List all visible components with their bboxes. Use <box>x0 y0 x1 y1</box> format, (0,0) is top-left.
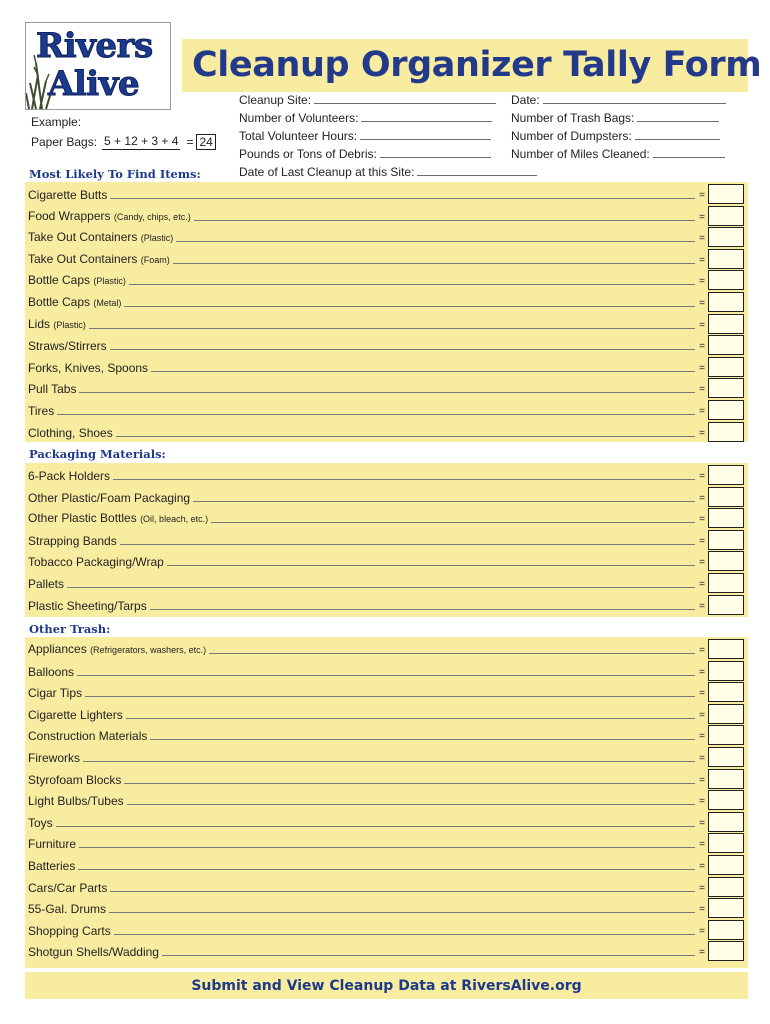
date-blank[interactable] <box>543 93 726 104</box>
total-box[interactable] <box>708 812 744 832</box>
trash-bags-blank[interactable] <box>637 111 719 122</box>
equals-sign: = <box>699 298 705 309</box>
tally-row <box>28 940 744 961</box>
volunteers-field[interactable] <box>239 111 492 125</box>
title-band <box>182 39 762 92</box>
total-box[interactable] <box>708 877 744 897</box>
total-box[interactable] <box>708 725 744 745</box>
total-box[interactable] <box>708 920 744 940</box>
tally-row-label <box>28 317 86 334</box>
tally-item-note: (Plastic) <box>140 233 174 244</box>
total-box[interactable] <box>708 270 744 290</box>
tally-write-line[interactable] <box>151 371 695 372</box>
total-box[interactable] <box>708 573 744 593</box>
debris-label: Pounds or Tons of Debris: <box>239 147 377 161</box>
equals-sign: = <box>699 319 705 331</box>
tally-row <box>28 724 744 745</box>
debris-blank[interactable] <box>380 147 491 158</box>
tally-item-name: Cigarette Lighters <box>28 707 123 722</box>
debris-field[interactable] <box>239 147 491 161</box>
tally-row-label <box>28 295 121 312</box>
tally-write-line[interactable] <box>211 522 695 523</box>
tally-row-label <box>28 469 110 485</box>
tally-item-note: (Oil, bleach, etc.) <box>140 514 209 525</box>
equals-sign: = <box>699 341 705 353</box>
tally-row-label <box>28 230 173 247</box>
total-box[interactable] <box>708 682 744 702</box>
tally-item-name: Furniture <box>28 837 77 852</box>
tally-item-name: Appliances <box>28 642 87 656</box>
tally-item-note: (Foam) <box>140 254 170 265</box>
equals-sign: = <box>699 276 705 288</box>
tally-write-line[interactable] <box>79 847 695 848</box>
equals-sign: = <box>699 774 705 786</box>
tally-row <box>28 248 744 269</box>
tally-row <box>28 377 744 398</box>
equals-sign: = <box>699 688 705 700</box>
equals-sign: = <box>699 839 705 851</box>
tally-row-label <box>28 642 206 659</box>
equals-sign: = <box>699 362 705 374</box>
tally-item-name: Take Out Containers <box>28 251 138 266</box>
equals-sign: = <box>699 233 705 245</box>
tally-row-label <box>28 859 75 875</box>
tally-row <box>28 919 744 940</box>
tally-row-label <box>28 729 147 745</box>
tally-write-line[interactable] <box>110 349 695 350</box>
total-box[interactable] <box>708 227 744 247</box>
tally-row <box>28 205 744 226</box>
tally-row-label <box>28 837 76 853</box>
tally-item-name: 55-Gal. Drums <box>28 902 107 917</box>
total-box[interactable] <box>708 184 744 204</box>
tally-row-label <box>28 665 74 681</box>
equals-sign: = <box>699 947 705 959</box>
total-box[interactable] <box>708 530 744 550</box>
tally-item-note: (Metal) <box>93 298 122 308</box>
equals-sign: = <box>699 709 705 721</box>
last-cleanup-label: Date of Last Cleanup at this Site: <box>239 165 415 179</box>
tally-write-line[interactable] <box>120 544 695 545</box>
total-box[interactable] <box>708 855 744 875</box>
tally-write-line[interactable] <box>167 565 695 566</box>
tally-item-name: Strapping Bands <box>28 533 117 548</box>
example-item: Paper Bags: <box>31 134 98 149</box>
last-cleanup-blank[interactable] <box>417 165 537 176</box>
tally-write-line[interactable] <box>162 955 695 956</box>
equals-sign: = <box>699 514 705 526</box>
tally-item-name: Fireworks <box>28 751 81 765</box>
tally-write-line[interactable] <box>89 328 695 329</box>
tally-write-line[interactable] <box>67 587 695 588</box>
tally-item-note: (Plastic) <box>93 276 126 287</box>
total-box[interactable] <box>708 747 744 767</box>
tally-row-label <box>28 773 121 789</box>
footer-band <box>25 972 748 999</box>
tally-row <box>28 269 744 290</box>
tally-item-name: Take Out Containers <box>28 230 138 245</box>
tally-write-line[interactable] <box>176 241 695 242</box>
tally-write-line[interactable] <box>193 501 695 502</box>
total-box[interactable] <box>708 378 744 398</box>
trash-bags-field[interactable] <box>511 111 719 125</box>
total-box[interactable] <box>708 314 744 334</box>
example-label: Example: <box>31 115 82 129</box>
volunteers-label: Number of Volunteers: <box>239 111 359 125</box>
date-label: Date: <box>511 93 540 107</box>
tally-row <box>28 291 744 312</box>
tally-row <box>28 464 744 485</box>
tally-row-label <box>28 491 190 507</box>
tally-write-line[interactable] <box>109 912 695 913</box>
tally-write-line[interactable] <box>77 675 695 676</box>
trash-bags-label: Number of Trash Bags: <box>511 111 635 125</box>
example-row <box>31 133 216 150</box>
tally-row <box>28 334 744 355</box>
cleanup-site-label: Cleanup Site: <box>239 93 312 107</box>
equals-sign: = <box>699 535 705 547</box>
equals-sign: = <box>699 211 705 223</box>
tally-item-name: Shopping Carts <box>28 923 111 938</box>
equals-sign: = <box>699 817 705 829</box>
tally-row <box>28 421 744 442</box>
equals-sign: = <box>699 904 705 916</box>
tally-item-name: Pallets <box>28 577 65 591</box>
equals-sign: = <box>699 925 705 937</box>
logo-text-alive: Alive <box>48 64 140 104</box>
total-box[interactable] <box>708 357 744 377</box>
equals-sign: = <box>699 731 705 743</box>
equals-sign: = <box>699 190 705 201</box>
tally-row <box>28 854 744 875</box>
tally-item-name: Tires <box>28 404 55 418</box>
tally-row <box>28 226 744 247</box>
total-box[interactable] <box>708 292 744 312</box>
tally-write-line[interactable] <box>209 653 695 654</box>
cleanup-site-field[interactable] <box>239 93 496 107</box>
miles-cleaned-field[interactable] <box>511 147 725 161</box>
tally-item-name: Straws/Stirrers <box>28 339 107 354</box>
section-heading-other: Other Trash: <box>29 622 111 636</box>
equals-sign: = <box>699 882 705 894</box>
tally-row-label <box>28 426 113 442</box>
tally-row <box>28 486 744 507</box>
tally-row <box>28 811 744 832</box>
equals-sign: = <box>699 557 705 569</box>
equals-sign: = <box>699 406 705 417</box>
tally-row-label <box>28 534 117 550</box>
tally-write-line[interactable] <box>110 198 695 199</box>
tally-row-label <box>28 382 76 398</box>
tally-item-name: Light Bulbs/Tubes <box>28 794 124 809</box>
example-equals: = <box>186 134 194 149</box>
total-box[interactable] <box>708 704 744 724</box>
dumpsters-field[interactable] <box>511 129 720 143</box>
total-box[interactable] <box>708 551 744 571</box>
tally-row <box>28 399 744 420</box>
date-field[interactable] <box>511 93 726 107</box>
tally-row <box>28 768 744 789</box>
tally-item-note: (Refrigerators, washers, etc.) <box>90 645 207 655</box>
equals-sign: = <box>699 384 705 396</box>
tally-row <box>28 746 744 767</box>
tally-item-name: Construction Materials <box>28 729 148 744</box>
equals-sign: = <box>699 645 705 656</box>
tally-item-name: Balloons <box>28 664 75 679</box>
tally-row-label <box>28 881 107 897</box>
tally-row-label <box>28 599 147 615</box>
tally-write-line[interactable] <box>114 934 695 935</box>
tally-row <box>28 550 744 571</box>
example-sum: 5 + 12 + 3 + 4 <box>104 134 179 148</box>
page-title: Cleanup Organizer Tally Form <box>192 45 762 85</box>
tally-write-line[interactable] <box>85 696 695 697</box>
tally-item-name: Bottle Caps <box>28 273 91 288</box>
tally-row <box>28 356 744 377</box>
tally-row <box>28 638 744 659</box>
tally-write-line[interactable] <box>150 739 695 740</box>
tally-row <box>28 507 744 528</box>
tally-row-label <box>28 708 123 724</box>
tally-item-name: Bottle Caps <box>28 295 91 309</box>
tally-row-label <box>28 577 64 593</box>
tally-write-line[interactable] <box>57 414 695 415</box>
tally-item-name: Other Plastic Bottles <box>28 511 137 526</box>
tally-row <box>28 876 744 897</box>
total-box[interactable] <box>708 769 744 789</box>
tally-row-label <box>28 686 82 702</box>
equals-sign: = <box>699 492 705 504</box>
equals-sign: = <box>699 254 705 266</box>
dumpsters-blank[interactable] <box>635 129 720 140</box>
tally-write-line[interactable] <box>129 284 695 285</box>
tally-row <box>28 832 744 853</box>
total-box[interactable] <box>708 941 744 961</box>
tally-item-name: Food Wrappers <box>28 208 111 223</box>
tally-item-name: Toys <box>28 815 53 830</box>
dumpsters-label: Number of Dumpsters: <box>511 129 632 143</box>
total-box[interactable] <box>708 595 744 615</box>
tally-row-label <box>28 273 126 290</box>
equals-sign: = <box>699 471 705 482</box>
tally-row-label <box>28 339 107 355</box>
last-cleanup-field[interactable] <box>239 165 537 179</box>
miles-cleaned-blank[interactable] <box>653 147 725 158</box>
footer-link[interactable]: Submit and View Cleanup Data at RiversAlive.org <box>191 978 582 994</box>
tally-item-note: (Candy, chips, etc.) <box>113 211 191 222</box>
total-box[interactable] <box>708 508 744 528</box>
total-box[interactable] <box>708 639 744 659</box>
total-box[interactable] <box>708 206 744 226</box>
tally-row-label <box>28 902 106 918</box>
total-box[interactable] <box>708 249 744 269</box>
tally-item-name: Plastic Sheeting/Tarps <box>28 598 147 613</box>
tally-row-label <box>28 361 148 377</box>
tally-row <box>28 703 744 724</box>
tally-row-label <box>28 252 170 269</box>
tally-item-name: Cigar Tips <box>28 686 83 701</box>
tally-row <box>28 897 744 918</box>
volunteer-hours-label: Total Volunteer Hours: <box>239 129 358 143</box>
rivers-alive-logo <box>25 22 171 110</box>
tally-item-name: Pull Tabs <box>28 382 77 397</box>
tally-row-label <box>28 816 53 832</box>
cleanup-site-blank[interactable] <box>314 93 496 104</box>
tally-item-name: Cars/Car Parts <box>28 880 108 895</box>
equals-sign: = <box>699 579 705 590</box>
equals-sign: = <box>699 427 705 439</box>
total-box[interactable] <box>708 833 744 853</box>
tally-write-line[interactable] <box>127 804 696 805</box>
total-box[interactable] <box>708 898 744 918</box>
logo-text-rivers: Rivers <box>36 26 153 66</box>
example-total-box: 24 <box>196 134 215 150</box>
tally-write-line[interactable] <box>83 761 695 762</box>
tally-item-name: Styrofoam Blocks <box>28 772 122 787</box>
tally-row <box>28 183 744 204</box>
tally-write-line[interactable] <box>113 479 695 480</box>
miles-cleaned-label: Number of Miles Cleaned: <box>511 147 650 161</box>
tally-row-label <box>28 794 124 810</box>
tally-item-name: Lids <box>28 316 51 331</box>
tally-write-line[interactable] <box>110 891 695 892</box>
tally-row <box>28 313 744 334</box>
tally-row-label <box>28 924 111 940</box>
tally-write-line[interactable] <box>150 609 695 610</box>
tally-item-name: Other Plastic/Foam Packaging <box>28 490 191 505</box>
tally-row-label <box>28 209 191 226</box>
tally-write-line[interactable] <box>124 783 695 784</box>
tally-item-name: Tobacco Packaging/Wrap <box>28 555 164 570</box>
total-box[interactable] <box>708 790 744 810</box>
tally-item-name: Batteries <box>28 859 76 873</box>
tally-item-name: Shotgun Shells/Wadding <box>28 945 159 960</box>
tally-write-line[interactable] <box>78 869 695 870</box>
total-box[interactable] <box>708 400 744 420</box>
tally-write-line[interactable] <box>126 718 695 719</box>
tally-row-label <box>28 555 164 571</box>
section-heading-likely: Most Likely To Find Items: <box>29 167 201 181</box>
volunteer-hours-blank[interactable] <box>360 129 491 140</box>
tally-write-line[interactable] <box>173 263 695 264</box>
tally-row <box>28 594 744 615</box>
total-box[interactable] <box>708 335 744 355</box>
tally-row <box>28 529 744 550</box>
equals-sign: = <box>699 796 705 808</box>
equals-sign: = <box>699 600 705 612</box>
tally-item-name: Clothing, Shoes <box>28 425 113 440</box>
tally-row <box>28 789 744 810</box>
tally-row-label <box>28 751 80 767</box>
tally-write-line[interactable] <box>116 436 695 437</box>
tally-row <box>28 660 744 681</box>
tally-row-label <box>28 404 54 420</box>
tally-item-name: 6-Pack Holders <box>28 469 111 483</box>
tally-write-line[interactable] <box>124 306 695 307</box>
tally-row <box>28 572 744 593</box>
tally-row-label <box>28 188 107 204</box>
tally-write-line[interactable] <box>194 220 695 221</box>
tally-item-name: Cigarette Butts <box>28 188 108 202</box>
tally-row-label <box>28 945 159 961</box>
tally-write-line[interactable] <box>79 392 695 393</box>
tally-item-note: (Plastic) <box>53 319 86 330</box>
tally-write-line[interactable] <box>56 826 695 827</box>
tally-row <box>28 681 744 702</box>
tally-row-label <box>28 511 208 528</box>
section-heading-packaging: Packaging Materials: <box>29 447 166 461</box>
volunteers-blank[interactable] <box>361 111 492 122</box>
total-box[interactable] <box>708 465 744 485</box>
equals-sign: = <box>699 666 705 678</box>
equals-sign: = <box>699 861 705 872</box>
total-box[interactable] <box>708 487 744 507</box>
volunteer-hours-field[interactable] <box>239 129 491 143</box>
equals-sign: = <box>699 753 705 764</box>
total-box[interactable] <box>708 422 744 442</box>
tally-item-name: Forks, Knives, Spoons <box>28 360 149 375</box>
total-box[interactable] <box>708 661 744 681</box>
